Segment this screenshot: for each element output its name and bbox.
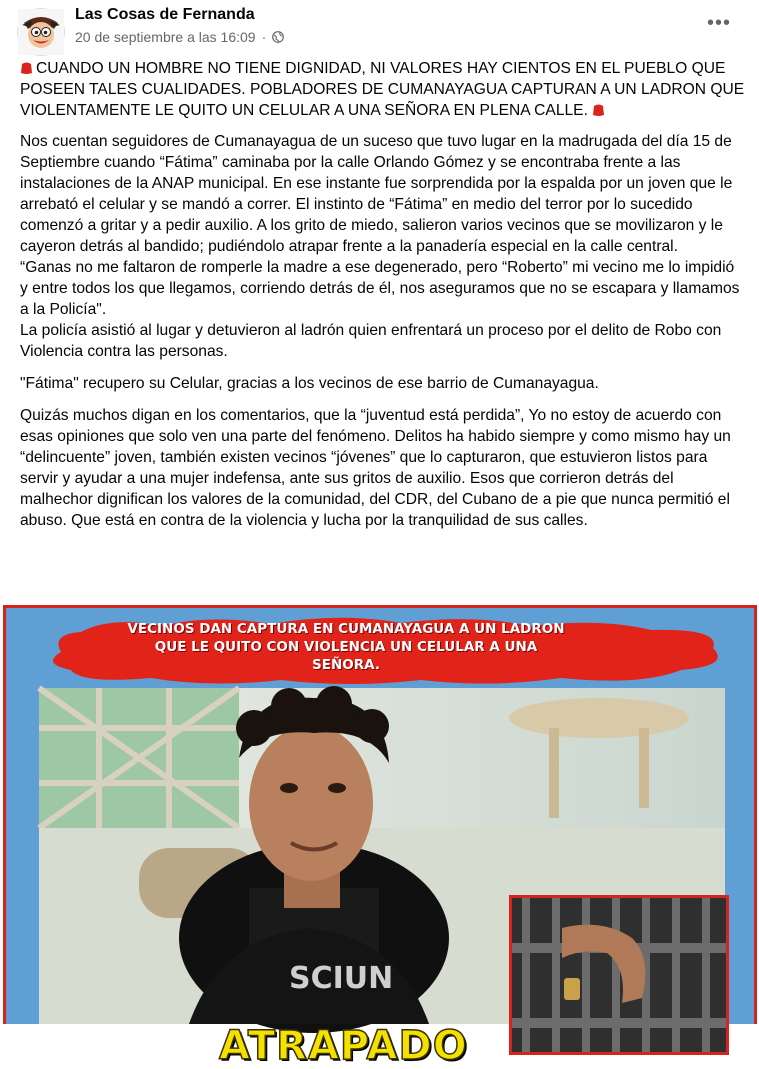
post-header xyxy=(0,0,759,56)
banner-line-2: QUE LE QUITO CON VIOLENCIA UN CELULAR A UNA xyxy=(154,639,538,655)
post-timestamp[interactable]: 20 de septiembre a las 16:09 xyxy=(75,29,256,45)
quote-text: “Ganas no me faltaron de romperle la madre a ese degenerado, pero “Roberto” mi vecino me lo impidió y entre todos los que llegamos, corriendo detrás de él, nos aseguramos que no se escapara y llamamos a la Policía". xyxy=(20,259,740,318)
story-text: Nos cuentan seguidores de Cumanayagua de un suceso que tuvo lugar en la madrugada del día 15 de Septiembre cuando “Fátima” caminaba por la calle Orlando Gómez y se encontraba frente a las instalaciones de la ANAP municipal. En ese instante fue sorprendida por la espalda por un joven que le arrebató el celular y se mandó a correr. El instinto de “Fátima” en medio del terror por lo sucedido comenzó a gritar y a pedir auxilio. A los grito de miedo, salieron varios vecinos que se movilizaron y le cayeron detrás al bandido; pudiéndolo atrapar frente a la panadería especial en la calle central. xyxy=(20,133,733,255)
suspect-photo xyxy=(39,688,725,1069)
police-text: La policía asistió al lugar y detuvieron al ladrón quien enfrentará un proceso por el delito de Robo con Violencia contra las personas. xyxy=(20,322,722,360)
more-options-button[interactable]: ••• xyxy=(706,12,731,34)
banner-line-3: SEÑORA. xyxy=(312,657,380,673)
paragraph-opinion: Quizás muchos digan en los comentarios, que la “juventud está perdida”, Yo no estoy de acuerdo con esas opiniones que solo ven una parte del fenómeno. Delitos ha habido siempre y como mismo hay un “delincuente” joven, también existen vecinos “jóvenes” que lo capturaron, que estuvieron listos para servir y ayudar a una mujer indefensa, ante sus gritos de auxilio. Esos que corrieron detrás del malhechor dignifican los valores de la comunidad, del CDR, del Cubano de a pie que nunca permitió el abuso. Que está en contra de la violencia y lucha por la tranquilidad de sus calles. xyxy=(20,407,731,529)
caption-atrapado: ATRAPADO xyxy=(219,1023,468,1069)
page-avatar[interactable] xyxy=(17,8,65,56)
jail-bars-art xyxy=(512,898,726,1052)
meta-separator: · xyxy=(261,29,267,45)
paragraph-recovered: "Fátima" recupero su Celular, gracias a los vecinos de ese barrio de Cumanayagua. xyxy=(20,375,599,392)
red-bullet-icon xyxy=(20,61,33,75)
post-meta xyxy=(75,29,284,45)
banner-line-1: VECINOS DAN CAPTURA EN CUMANAYAGUA A UN LADRON xyxy=(127,621,565,637)
banner-headline xyxy=(106,620,586,674)
jail-inset-photo xyxy=(509,895,729,1055)
red-bullet-icon xyxy=(592,103,605,117)
globe-icon xyxy=(272,31,284,43)
post-body xyxy=(20,58,745,542)
post-image[interactable] xyxy=(3,605,757,1069)
post-headline xyxy=(20,58,745,121)
paragraph-story xyxy=(20,131,745,362)
headline-text: CUANDO UN HOMBRE NO TIENE DIGNIDAD, NI VALORES HAY CIENTOS EN EL PUEBLO QUE POSEEN TALES CUALIDADES. POBLADORES DE CUMANAYAGUA CAPTURAN A UN LADRON QUE VIOLENTAMENTE LE QUITO UN CELULAR A UNA SEÑORA EN PLENA CALLE. xyxy=(20,60,745,119)
avatar-cartoon-icon xyxy=(18,9,64,55)
svg-text:SCIUN: SCIUN xyxy=(289,961,394,996)
page-name[interactable]: Las Cosas de Fernanda xyxy=(75,6,255,23)
